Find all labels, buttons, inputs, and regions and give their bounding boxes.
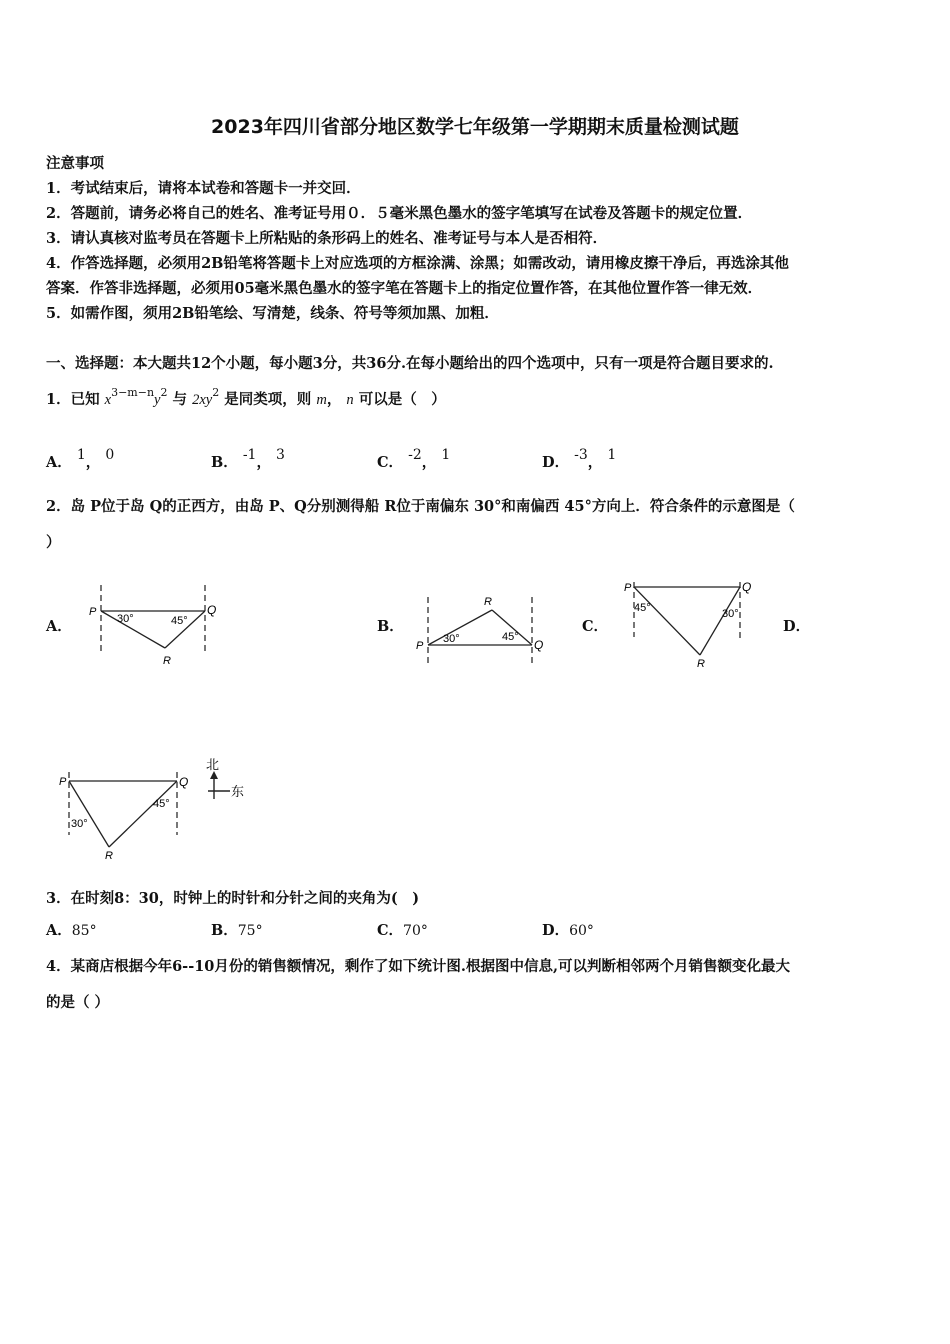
q1-option-b[interactable]: B． -1， 3 — [211, 447, 285, 471]
option-label: B． — [211, 922, 238, 939]
question-4-line1: 4．某商店根据今年6--10月份的销售额情况，剩作了如下统计图.根据图中信息,可以判断相邻两个月销售额变化最大 — [46, 958, 790, 975]
label-q: Q — [179, 775, 189, 789]
option-label: B． — [211, 454, 238, 471]
q2-option-a-label[interactable]: A． — [46, 618, 72, 635]
compass — [200, 755, 255, 805]
option-value-b: 1 — [607, 447, 617, 463]
label-q: Q — [207, 603, 217, 617]
figure-a — [85, 580, 225, 670]
label-q: Q — [534, 638, 544, 652]
label-r: R — [484, 596, 492, 608]
q1-comma: ， — [326, 391, 342, 408]
angle-45: 45° — [153, 798, 170, 810]
notice-item: 4．作答选择题，必须用2B铅笔将答题卡上对应选项的方框涂满、涂黑；如需改动，请用橡皮擦干净后，再选涂其他 — [46, 255, 789, 272]
question-2-line2: ） — [46, 534, 61, 551]
option-value-a: 1 — [76, 447, 86, 463]
north-arrow-icon — [210, 771, 218, 779]
figure-d — [55, 767, 200, 865]
angle-45: 45° — [171, 615, 188, 627]
label-p: P — [416, 640, 424, 652]
label-r: R — [697, 658, 705, 670]
q3-option-c[interactable] — [377, 919, 428, 940]
notice-item: 2．答题前，请务必将自己的姓名、准考证号用０．５毫米黑色墨水的签字笔填写在试卷及答题卡的规定位置． — [46, 205, 753, 222]
label-p: P — [624, 582, 632, 594]
q1-term2: 2xy — [192, 392, 213, 408]
option-value-b: 0 — [105, 447, 115, 463]
notice-item: 5．如需作图，须用2B铅笔绘、写清楚，线条、符号等须加黑、加粗． — [46, 305, 499, 322]
question-1 — [46, 386, 446, 409]
q1-term1-y-exp: 2 — [160, 386, 168, 399]
option-label: D． — [542, 922, 570, 939]
notice-item: 1．考试结束后，请将本试卷和答题卡一并交回． — [46, 180, 361, 197]
q3-option-b[interactable] — [211, 919, 263, 940]
q1-term1-exp: 3−m−n — [111, 386, 155, 399]
angle-45: 45° — [634, 602, 651, 614]
label-q: Q — [742, 580, 752, 594]
figure-b — [410, 592, 555, 672]
q2-option-c-label[interactable]: C． — [582, 618, 609, 635]
q1-suffix-a: 是同类项，则 — [224, 391, 312, 408]
q1-suffix-b: 可以是（ ） — [358, 391, 446, 408]
option-label: C． — [377, 922, 404, 939]
label-r: R — [105, 850, 113, 862]
notice-item: 答案．作答非选择题，必须用05毫米黑色墨水的签字笔在答题卡上的指定位置作答，在其他位置作答一律无效． — [46, 280, 763, 297]
question-4-line2: 的是（ ） — [46, 994, 110, 1011]
option-value-a: -1 — [242, 447, 257, 463]
option-value: 70° — [403, 923, 428, 939]
page-title: 2023年四川省部分地区数学七年级第一学期期末质量检测试题 — [211, 116, 739, 138]
angle-45: 45° — [502, 631, 519, 643]
angle-30: 30° — [117, 613, 134, 625]
label-p: P — [59, 776, 67, 788]
compass-east: 东 — [231, 784, 245, 799]
q2-option-d-label[interactable]: D． — [783, 618, 811, 635]
q1-mid: 与 — [172, 391, 188, 408]
option-label: C． — [377, 454, 404, 471]
q2-option-b-label[interactable]: B． — [377, 618, 404, 635]
q1-option-c[interactable]: C． -2， 1 — [377, 447, 451, 471]
option-value-a: -2 — [408, 447, 422, 463]
section-heading: 一、选择题：本大题共12个小题，每小题3分，共36分.在每小题给出的四个选项中，只有一项是符合题目要求的. — [46, 355, 774, 372]
q3-option-d[interactable] — [542, 919, 594, 940]
angle-30: 30° — [71, 818, 88, 830]
q1-m: m — [316, 392, 327, 408]
notice-heading: 注意事项 — [46, 155, 104, 172]
q1-option-a[interactable]: A． 1， 0 — [46, 447, 115, 471]
compass-north: 北 — [206, 757, 220, 772]
q1-term2-exp: 2 — [212, 386, 220, 399]
label-p: P — [89, 606, 97, 618]
option-value: 75° — [237, 923, 263, 939]
option-label: D． — [542, 454, 570, 471]
option-value: 85° — [71, 923, 97, 939]
option-value-b: 3 — [276, 447, 285, 463]
q1-option-d[interactable]: D． -3， 1 — [542, 447, 617, 471]
option-value-b: 1 — [441, 447, 451, 463]
question-2-line1: 2．岛 P位于岛 Q的正西方，由岛 P、Q分别测得船 R位于南偏东 30°和南偏西 45°方向上．符合条件的示意图是（ — [46, 498, 795, 515]
q1-term1-base: x — [104, 392, 112, 408]
option-label: A． — [46, 922, 72, 939]
q1-term1-y: y — [154, 392, 161, 408]
q3-option-a[interactable] — [46, 919, 97, 940]
option-value-a: -3 — [574, 447, 588, 463]
option-label: A． — [46, 454, 72, 471]
option-value: 60° — [569, 923, 594, 939]
q1-n: n — [346, 392, 354, 408]
notice-item: 3．请认真核对监考员在答题卡上所粘贴的条形码上的姓名、准考证号与本人是否相符． — [46, 230, 608, 247]
angle-30: 30° — [722, 608, 739, 620]
angle-30: 30° — [443, 633, 460, 645]
q1-prefix: 1．已知 — [46, 391, 100, 408]
figure-c — [620, 577, 760, 672]
label-r: R — [163, 655, 171, 667]
question-3: 3．在时刻8：30，时钟上的时针和分针之间的夹角为( ) — [46, 890, 420, 907]
